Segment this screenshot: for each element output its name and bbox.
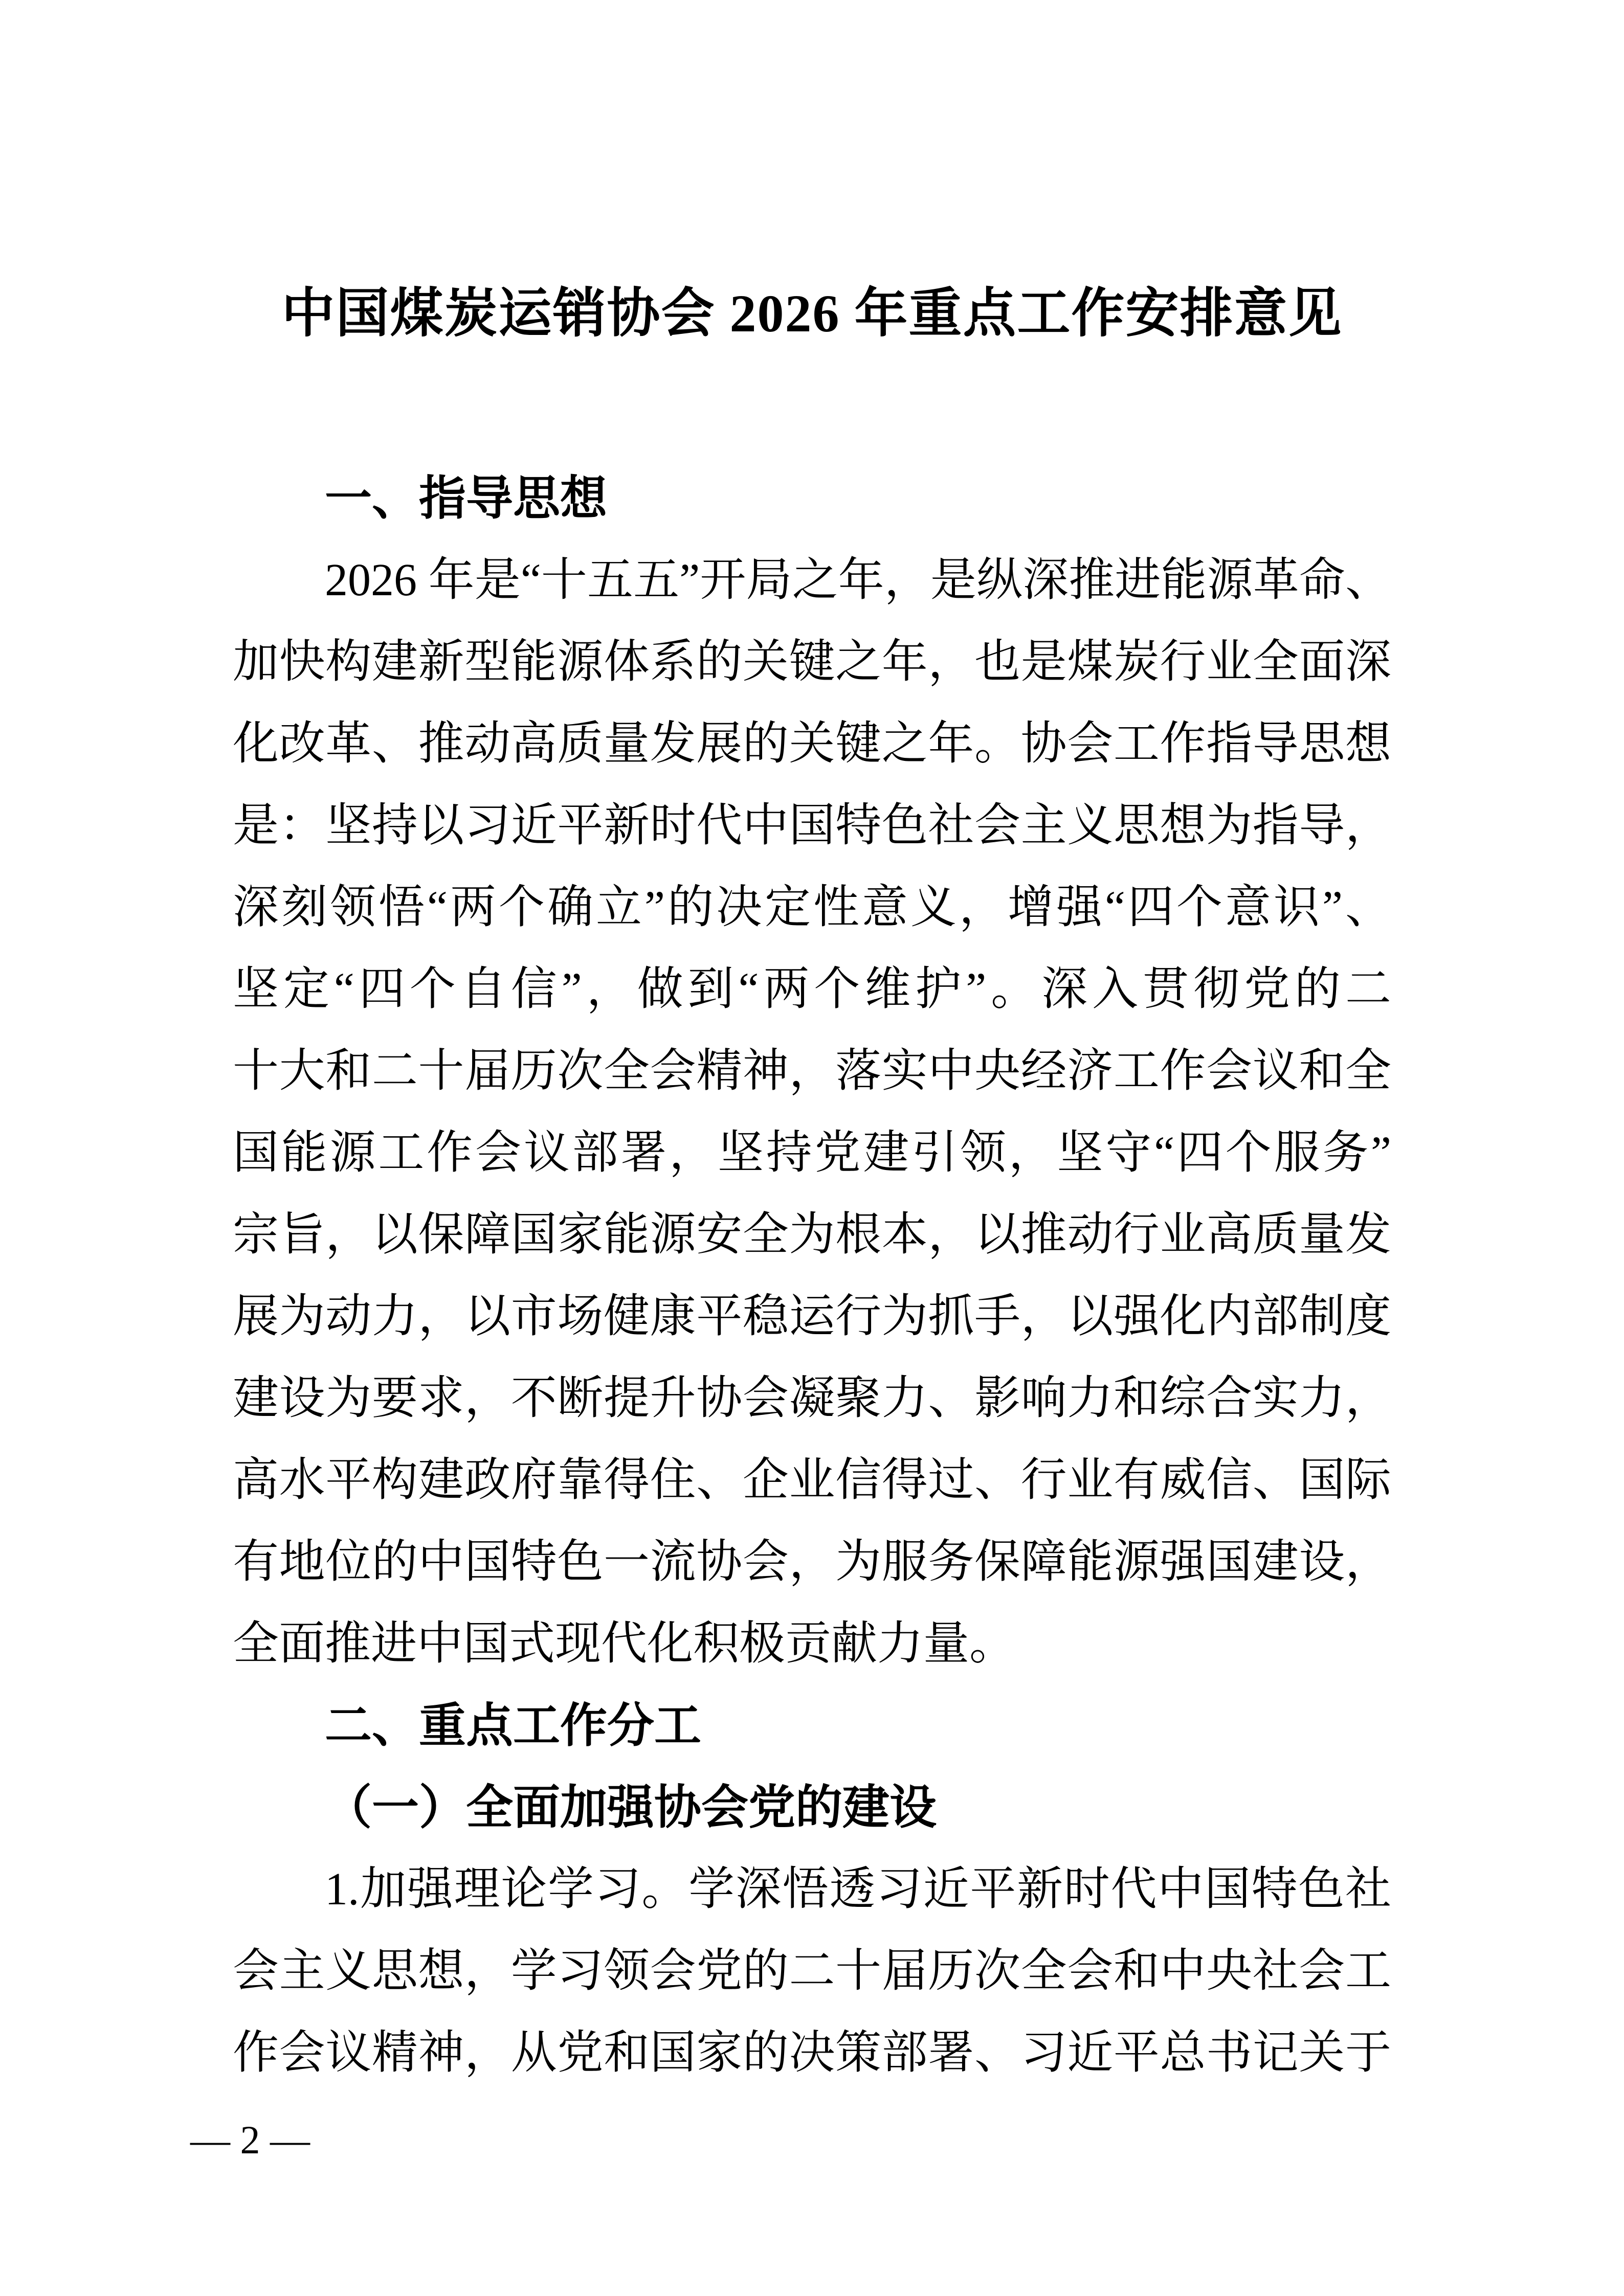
section-heading-guiding-ideology: 一、指导思想 (325, 472, 608, 525)
body-line: 建设为要求，不断提升协会凝聚力、影响力和综合实力， (233, 1373, 1391, 1424)
body-line: 2026 年是“十五五”开局之年，是纵深推进能源革命、 (325, 555, 1391, 605)
body-line: 宗旨，以保障国家能源安全为根本，以推动行业高质量发 (233, 1209, 1391, 1260)
body-line: 高水平构建政府靠得住、企业信得过、行业有威信、国际 (233, 1455, 1391, 1505)
body-line: 会主义思想，学习领会党的二十届历次全会和中央社会工 (233, 1946, 1391, 1996)
paragraph-guiding-ideology (233, 539, 1391, 1685)
body-line: 有地位的中国特色一流协会，为服务保障能源强国建设， (233, 1537, 1391, 1587)
document-title: 中国煤炭运销协会 2026 年重点工作安排意见 (281, 284, 1343, 343)
body-line: 十大和二十届历次全会精神，落实中央经济工作会议和全 (233, 1046, 1391, 1096)
body-line: 化改革、推动高质量发展的关键之年。协会工作指导思想 (233, 718, 1391, 769)
body-line: 深刻领悟“两个确立”的决定性意义，增强“四个意识”、 (233, 882, 1391, 933)
section-heading-party-building: （一）全面加强协会党的建设 (325, 1782, 937, 1834)
body-line: 1.加强理论学习。学深悟透习近平新时代中国特色社 (325, 1864, 1391, 1915)
document-body (233, 458, 1391, 2094)
body-line: 国能源工作会议部署，坚持党建引领，坚守“四个服务” (233, 1128, 1391, 1178)
body-line: 加快构建新型能源体系的关键之年，也是煤炭行业全面深 (233, 637, 1391, 687)
body-line: 是：坚持以习近平新时代中国特色社会主义思想为指导， (233, 800, 1391, 851)
body-line: 展为动力，以市场健康平稳运行为抓手，以强化内部制度 (233, 1291, 1391, 1342)
body-line: 全面推进中国式现代化积极贡献力量。 (233, 1618, 1015, 1669)
section-heading-key-work-division: 二、重点工作分工 (325, 1700, 702, 1752)
paragraph-party-building (233, 1849, 1391, 2094)
body-line: 作会议精神，从党和国家的决策部署、习近平总书记关于 (233, 2028, 1391, 2078)
page-number: — 2 — (190, 2118, 310, 2162)
body-line: 坚定“四个自信”，做到“两个维护”。深入贯彻党的二 (233, 964, 1391, 1015)
